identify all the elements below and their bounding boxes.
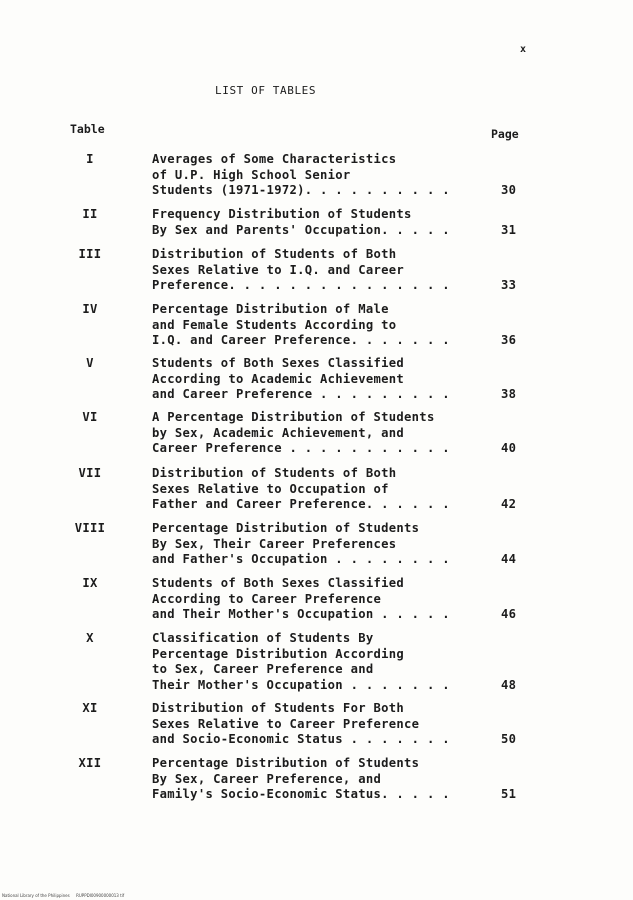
page-number: 51 [501,787,517,801]
table-number: IX [82,576,98,590]
table-number: XII [78,756,102,770]
page-title: LIST OF TABLES [215,84,317,97]
table-caption [152,576,450,623]
table-number: I [86,152,94,166]
table-number: VIII [74,521,106,535]
table-caption [152,302,450,349]
caption-line: and Career Preference . . . . . . . . . [152,387,450,402]
table-number: VI [82,410,98,424]
table-caption [152,631,450,694]
caption-line: Frequency Distribution of Students [152,207,412,221]
table-caption [152,356,450,403]
caption-line: Family's Socio-Economic Status. . . . . [152,787,450,802]
table-number: III [78,247,102,261]
table-number: V [86,356,94,370]
caption-line: to Sex, Career Preference and [152,662,374,677]
table-caption [152,152,450,199]
table-caption [152,207,450,238]
caption-line: and Their Mother's Occupation . . . . . [152,607,450,622]
table-caption [152,521,450,568]
caption-line: Sexes Relative to Occupation of [152,481,389,496]
page-number: 42 [501,497,517,511]
table-column-header: Table [70,122,105,136]
caption-line: By Sex, Career Preference, and [152,771,382,786]
table-number: IV [82,302,98,316]
caption-line: By Sex, Their Career Preferences [152,536,397,551]
caption-line: A Percentage Distribution of Students [152,410,435,424]
caption-line: Averages of Some Characteristics [152,152,397,166]
page-number: 40 [501,441,517,455]
caption-line: Sexes Relative to Career Preference [152,716,420,731]
page-number: 50 [501,732,517,746]
page-number: 38 [501,387,517,401]
caption-line: Their Mother's Occupation . . . . . . . [152,678,450,693]
caption-line: Percentage Distribution of Students [152,756,420,770]
table-number: XI [82,701,98,715]
caption-line: Classification of Students By [152,631,374,645]
page-number: 31 [501,223,517,237]
caption-line: Percentage Distribution According [152,646,405,661]
caption-line: by Sex, Academic Achievement, and [152,425,405,440]
caption-line: Students of Both Sexes Classified [152,356,405,370]
caption-line: Preference. . . . . . . . . . . . . . . [152,278,450,293]
caption-line: Distribution of Students of Both [152,466,397,480]
caption-line: Students (1971-1972). . . . . . . . . . [152,183,450,198]
page-number: 44 [501,552,517,566]
page-number: 46 [501,607,517,621]
caption-line: Father and Career Preference. . . . . . [152,497,450,512]
table-caption [152,466,450,513]
table-caption [152,701,450,748]
caption-line: of U.P. High School Senior [152,167,351,182]
caption-line: Students of Both Sexes Classified [152,576,405,590]
caption-line: Distribution of Students of Both [152,247,397,261]
table-caption [152,756,450,803]
scan-footer: National Library of the Philippines RUPPDI00900000013 tif [2,893,125,898]
caption-line: and Father's Occupation . . . . . . . . [152,552,450,567]
page-number: 33 [501,278,517,292]
table-number: II [82,207,98,221]
table-number: VII [78,466,102,480]
page-number: 30 [501,183,517,197]
table-number: X [86,631,94,645]
caption-line: By Sex and Parents' Occupation. . . . . [152,222,450,237]
caption-line: Career Preference . . . . . . . . . . . [152,441,450,456]
caption-line: and Socio-Economic Status . . . . . . . [152,732,450,747]
caption-line: Distribution of Students For Both [152,701,405,715]
page-column-header: Page [491,127,519,141]
table-caption [152,410,450,457]
caption-line: Percentage Distribution of Students [152,521,420,535]
caption-line: Percentage Distribution of Male [152,302,389,316]
caption-line: Sexes Relative to I.Q. and Career [152,262,405,277]
page-number: 36 [501,333,517,347]
page-number: 48 [501,678,517,692]
caption-line: and Female Students According to [152,317,397,332]
caption-line: According to Academic Achievement [152,371,405,386]
caption-line: I.Q. and Career Preference. . . . . . . [152,333,450,348]
table-caption [152,247,450,294]
caption-line: According to Career Preference [152,591,382,606]
corner-mark: x [520,44,527,55]
